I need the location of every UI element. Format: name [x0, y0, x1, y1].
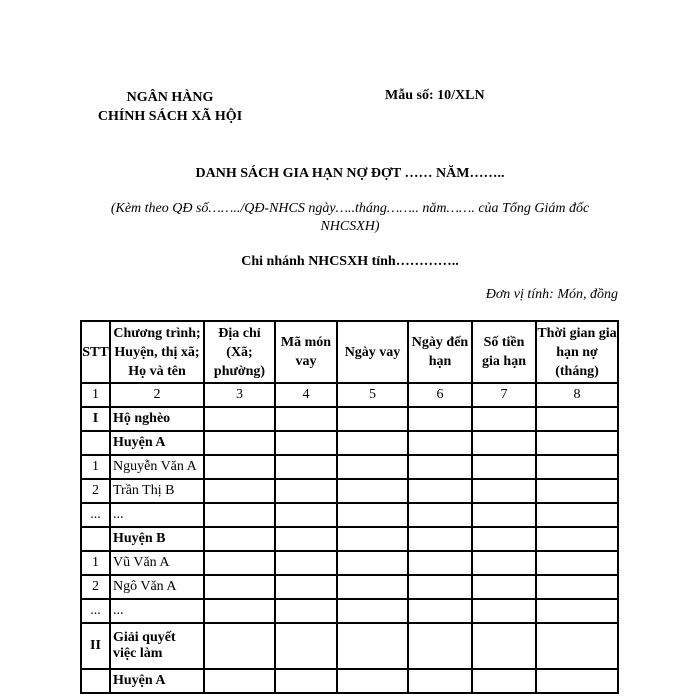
empty-cell	[204, 431, 275, 455]
empty-cell	[275, 503, 337, 527]
empty-cell	[204, 623, 275, 669]
row-name: Vũ Văn A	[110, 551, 204, 575]
row-stt	[81, 527, 110, 551]
table-row	[81, 527, 618, 551]
row-name: Huyện A	[110, 669, 204, 693]
empty-cell	[408, 669, 472, 693]
empty-cell	[536, 575, 618, 599]
empty-cell	[472, 575, 536, 599]
empty-cell	[408, 551, 472, 575]
table-header-row	[81, 321, 618, 383]
bank-name	[80, 88, 260, 126]
empty-cell	[408, 575, 472, 599]
empty-cell	[337, 623, 408, 669]
empty-cell	[275, 431, 337, 455]
col-number: 5	[337, 383, 408, 407]
empty-cell	[472, 669, 536, 693]
empty-cell	[408, 527, 472, 551]
empty-cell	[275, 599, 337, 623]
empty-cell	[472, 455, 536, 479]
empty-cell	[275, 455, 337, 479]
empty-cell	[408, 407, 472, 431]
empty-cell	[204, 407, 275, 431]
col-header-stt: STT	[81, 321, 110, 383]
empty-cell	[275, 551, 337, 575]
empty-cell	[204, 479, 275, 503]
empty-cell	[337, 599, 408, 623]
empty-cell	[472, 479, 536, 503]
empty-cell	[275, 669, 337, 693]
row-name: Giải quyết việc làm	[110, 623, 204, 669]
empty-cell	[275, 623, 337, 669]
table-row	[81, 479, 618, 503]
empty-cell	[337, 455, 408, 479]
row-name: Hộ nghèo	[110, 407, 204, 431]
table-row	[81, 575, 618, 599]
document-subtitle: (Kèm theo QĐ số……../QĐ-NHCS ngày…..tháng…….. năm……. của Tổng Giám đốc NHCSXH)	[110, 201, 590, 234]
col-header-name: Chương trình; Huyện, thị xã; Họ và tên	[110, 321, 204, 383]
bank-name-line1: NGÂN HÀNG	[126, 90, 214, 105]
table-row	[81, 551, 618, 575]
empty-cell	[536, 527, 618, 551]
col-number: 6	[408, 383, 472, 407]
empty-cell	[536, 669, 618, 693]
row-stt: II	[81, 623, 110, 669]
col-header-amount: Số tiền gia hạn	[472, 321, 536, 383]
table-row	[81, 503, 618, 527]
col-number: 7	[472, 383, 536, 407]
table-row	[81, 455, 618, 479]
col-number: 4	[275, 383, 337, 407]
empty-cell	[472, 431, 536, 455]
table-row	[81, 669, 618, 693]
empty-cell	[536, 431, 618, 455]
row-stt	[81, 431, 110, 455]
empty-cell	[536, 479, 618, 503]
empty-cell	[337, 527, 408, 551]
col-header-loan-date: Ngày vay	[337, 321, 408, 383]
empty-cell	[337, 551, 408, 575]
empty-cell	[408, 623, 472, 669]
empty-cell	[536, 503, 618, 527]
empty-cell	[472, 527, 536, 551]
table-row	[81, 623, 618, 669]
col-header-loan-code: Mã món vay	[275, 321, 337, 383]
empty-cell	[204, 669, 275, 693]
debt-extension-table	[80, 320, 619, 694]
row-stt: 1	[81, 455, 110, 479]
empty-cell	[408, 599, 472, 623]
row-name: Huyện A	[110, 431, 204, 455]
col-number: 2	[110, 383, 204, 407]
col-header-address: Địa chỉ (Xã; phường)	[204, 321, 275, 383]
empty-cell	[408, 455, 472, 479]
empty-cell	[275, 479, 337, 503]
empty-cell	[408, 431, 472, 455]
col-number: 3	[204, 383, 275, 407]
empty-cell	[204, 551, 275, 575]
empty-cell	[275, 575, 337, 599]
empty-cell	[275, 407, 337, 431]
row-stt: 1	[81, 551, 110, 575]
row-name: Trần Thị B	[110, 479, 204, 503]
col-number: 8	[536, 383, 618, 407]
table-row	[81, 431, 618, 455]
row-stt: ...	[81, 599, 110, 623]
row-name: ...	[110, 599, 204, 623]
row-stt: I	[81, 407, 110, 431]
form-number: Mẫu số: 10/XLN	[385, 88, 485, 103]
unit-note: Đơn vị tính: Món, đồng	[485, 287, 618, 302]
column-number-row	[81, 383, 618, 407]
col-header-due-date: Ngày đến hạn	[408, 321, 472, 383]
empty-cell	[536, 455, 618, 479]
empty-cell	[472, 407, 536, 431]
table-row	[81, 599, 618, 623]
row-name: ...	[110, 503, 204, 527]
empty-cell	[536, 599, 618, 623]
document-title: DANH SÁCH GIA HẠN NỢ ĐỢT …… NĂM……..	[195, 166, 505, 181]
row-stt: 2	[81, 575, 110, 599]
empty-cell	[204, 599, 275, 623]
empty-cell	[337, 431, 408, 455]
empty-cell	[337, 669, 408, 693]
empty-cell	[472, 551, 536, 575]
empty-cell	[408, 503, 472, 527]
row-stt: 2	[81, 479, 110, 503]
col-number: 1	[81, 383, 110, 407]
branch-line: Chi nhánh NHCSXH tỉnh…………..	[241, 254, 459, 269]
empty-cell	[337, 407, 408, 431]
bank-name-line2: CHÍNH SÁCH XÃ HỘI	[97, 109, 243, 124]
empty-cell	[204, 575, 275, 599]
empty-cell	[337, 503, 408, 527]
empty-cell	[275, 527, 337, 551]
empty-cell	[408, 479, 472, 503]
row-name: Ngô Văn A	[110, 575, 204, 599]
row-stt: ...	[81, 503, 110, 527]
row-name: Huyện B	[110, 527, 204, 551]
empty-cell	[536, 551, 618, 575]
empty-cell	[536, 623, 618, 669]
empty-cell	[204, 527, 275, 551]
row-stt	[81, 669, 110, 693]
empty-cell	[472, 599, 536, 623]
empty-cell	[204, 503, 275, 527]
empty-cell	[204, 455, 275, 479]
empty-cell	[337, 575, 408, 599]
empty-cell	[472, 503, 536, 527]
empty-cell	[337, 479, 408, 503]
empty-cell	[536, 407, 618, 431]
row-name: Nguyễn Văn A	[110, 455, 204, 479]
table-row	[81, 407, 618, 431]
empty-cell	[472, 623, 536, 669]
col-header-extension-months: Thời gian gia hạn nợ (tháng)	[536, 321, 618, 383]
